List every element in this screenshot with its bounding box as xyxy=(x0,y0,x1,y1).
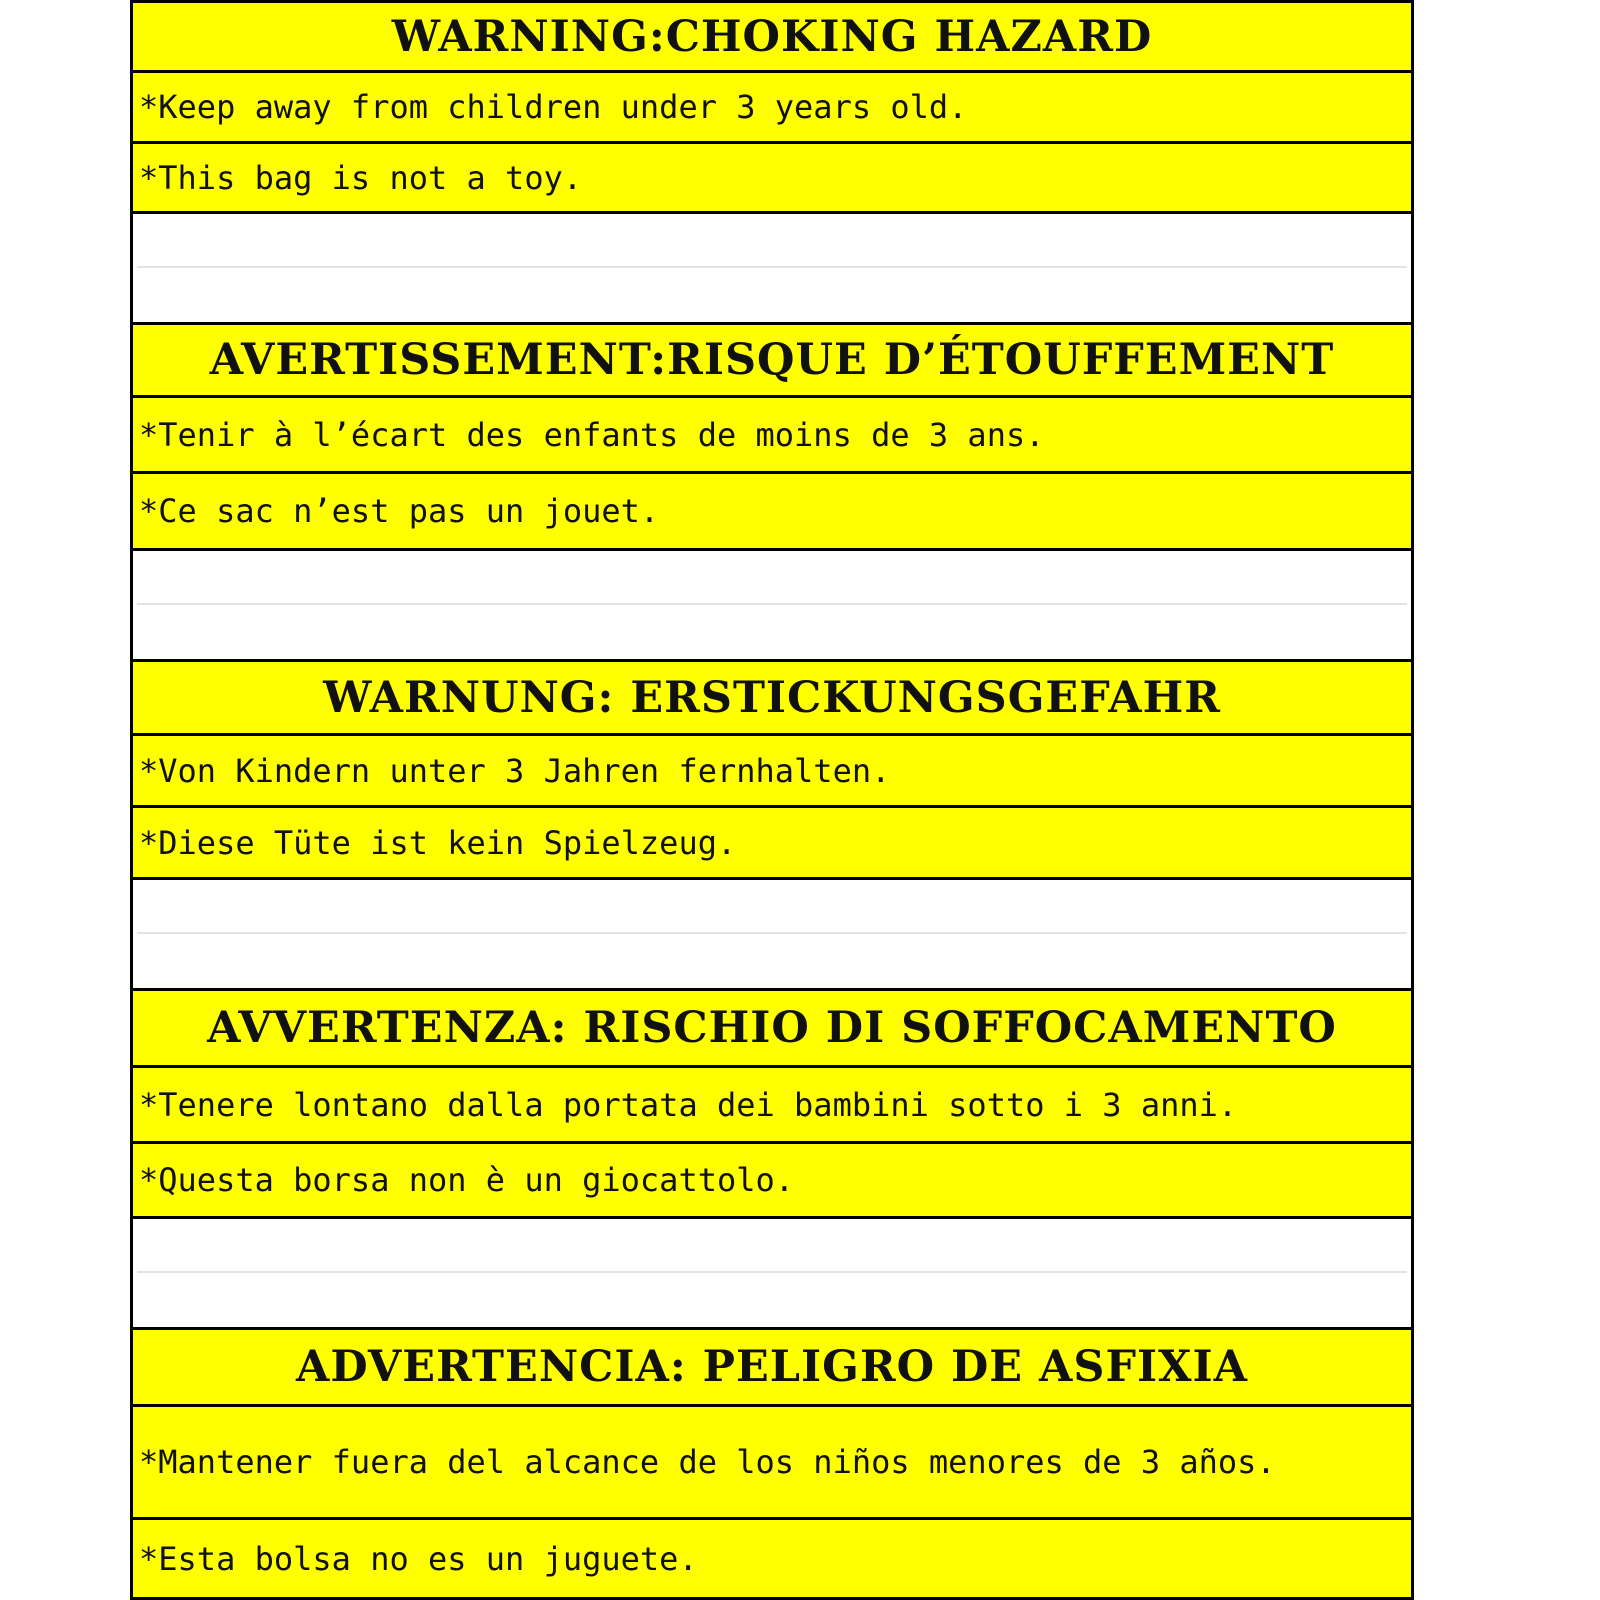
heading-text: ADVERTENCIA: PELIGRO DE ASFIXIA xyxy=(296,1342,1248,1392)
spacer-gap xyxy=(133,880,1411,988)
warning-line: *Tenere lontano dalla portata dei bambini sotto i 3 anni. xyxy=(133,1068,1411,1144)
warning-line: *This bag is not a toy. xyxy=(133,144,1411,214)
heading-text: AVERTISSEMENT:RISQUE D’ÉTOUFFEMENT xyxy=(209,335,1335,385)
section-heading-italian xyxy=(133,988,1411,1068)
section-heading-english xyxy=(133,0,1411,73)
heading-text: WARNING:CHOKING HAZARD xyxy=(391,11,1153,62)
warning-line: *Keep away from children under 3 years old. xyxy=(133,73,1411,144)
warning-line: *Mantener fuera del alcance de los niños menores de 3 años. xyxy=(133,1407,1411,1520)
spacer-gap xyxy=(133,214,1411,322)
warning-line: *Diese Tüte ist kein Spielzeug. xyxy=(133,808,1411,880)
spacer-gap xyxy=(133,1219,1411,1327)
warning-line: *Tenir à l’écart des enfants de moins de 3 ans. xyxy=(133,398,1411,474)
section-heading-french xyxy=(133,322,1411,398)
heading-text: WARNUNG: ERSTICKUNGSGEFAHR xyxy=(323,672,1221,723)
warning-label xyxy=(130,0,1414,1600)
heading-text: AVVERTENZA: RISCHIO DI SOFFOCAMENTO xyxy=(207,1003,1337,1053)
section-heading-german xyxy=(133,659,1411,736)
warning-line: *Questa borsa non è un giocattolo. xyxy=(133,1144,1411,1219)
spacer-gap xyxy=(133,551,1411,659)
warning-line: *Ce sac n’est pas un jouet. xyxy=(133,474,1411,551)
warning-line: *Von Kindern unter 3 Jahren fernhalten. xyxy=(133,736,1411,808)
section-heading-spanish xyxy=(133,1327,1411,1407)
warning-line: *Esta bolsa no es un juguete. xyxy=(133,1520,1411,1600)
